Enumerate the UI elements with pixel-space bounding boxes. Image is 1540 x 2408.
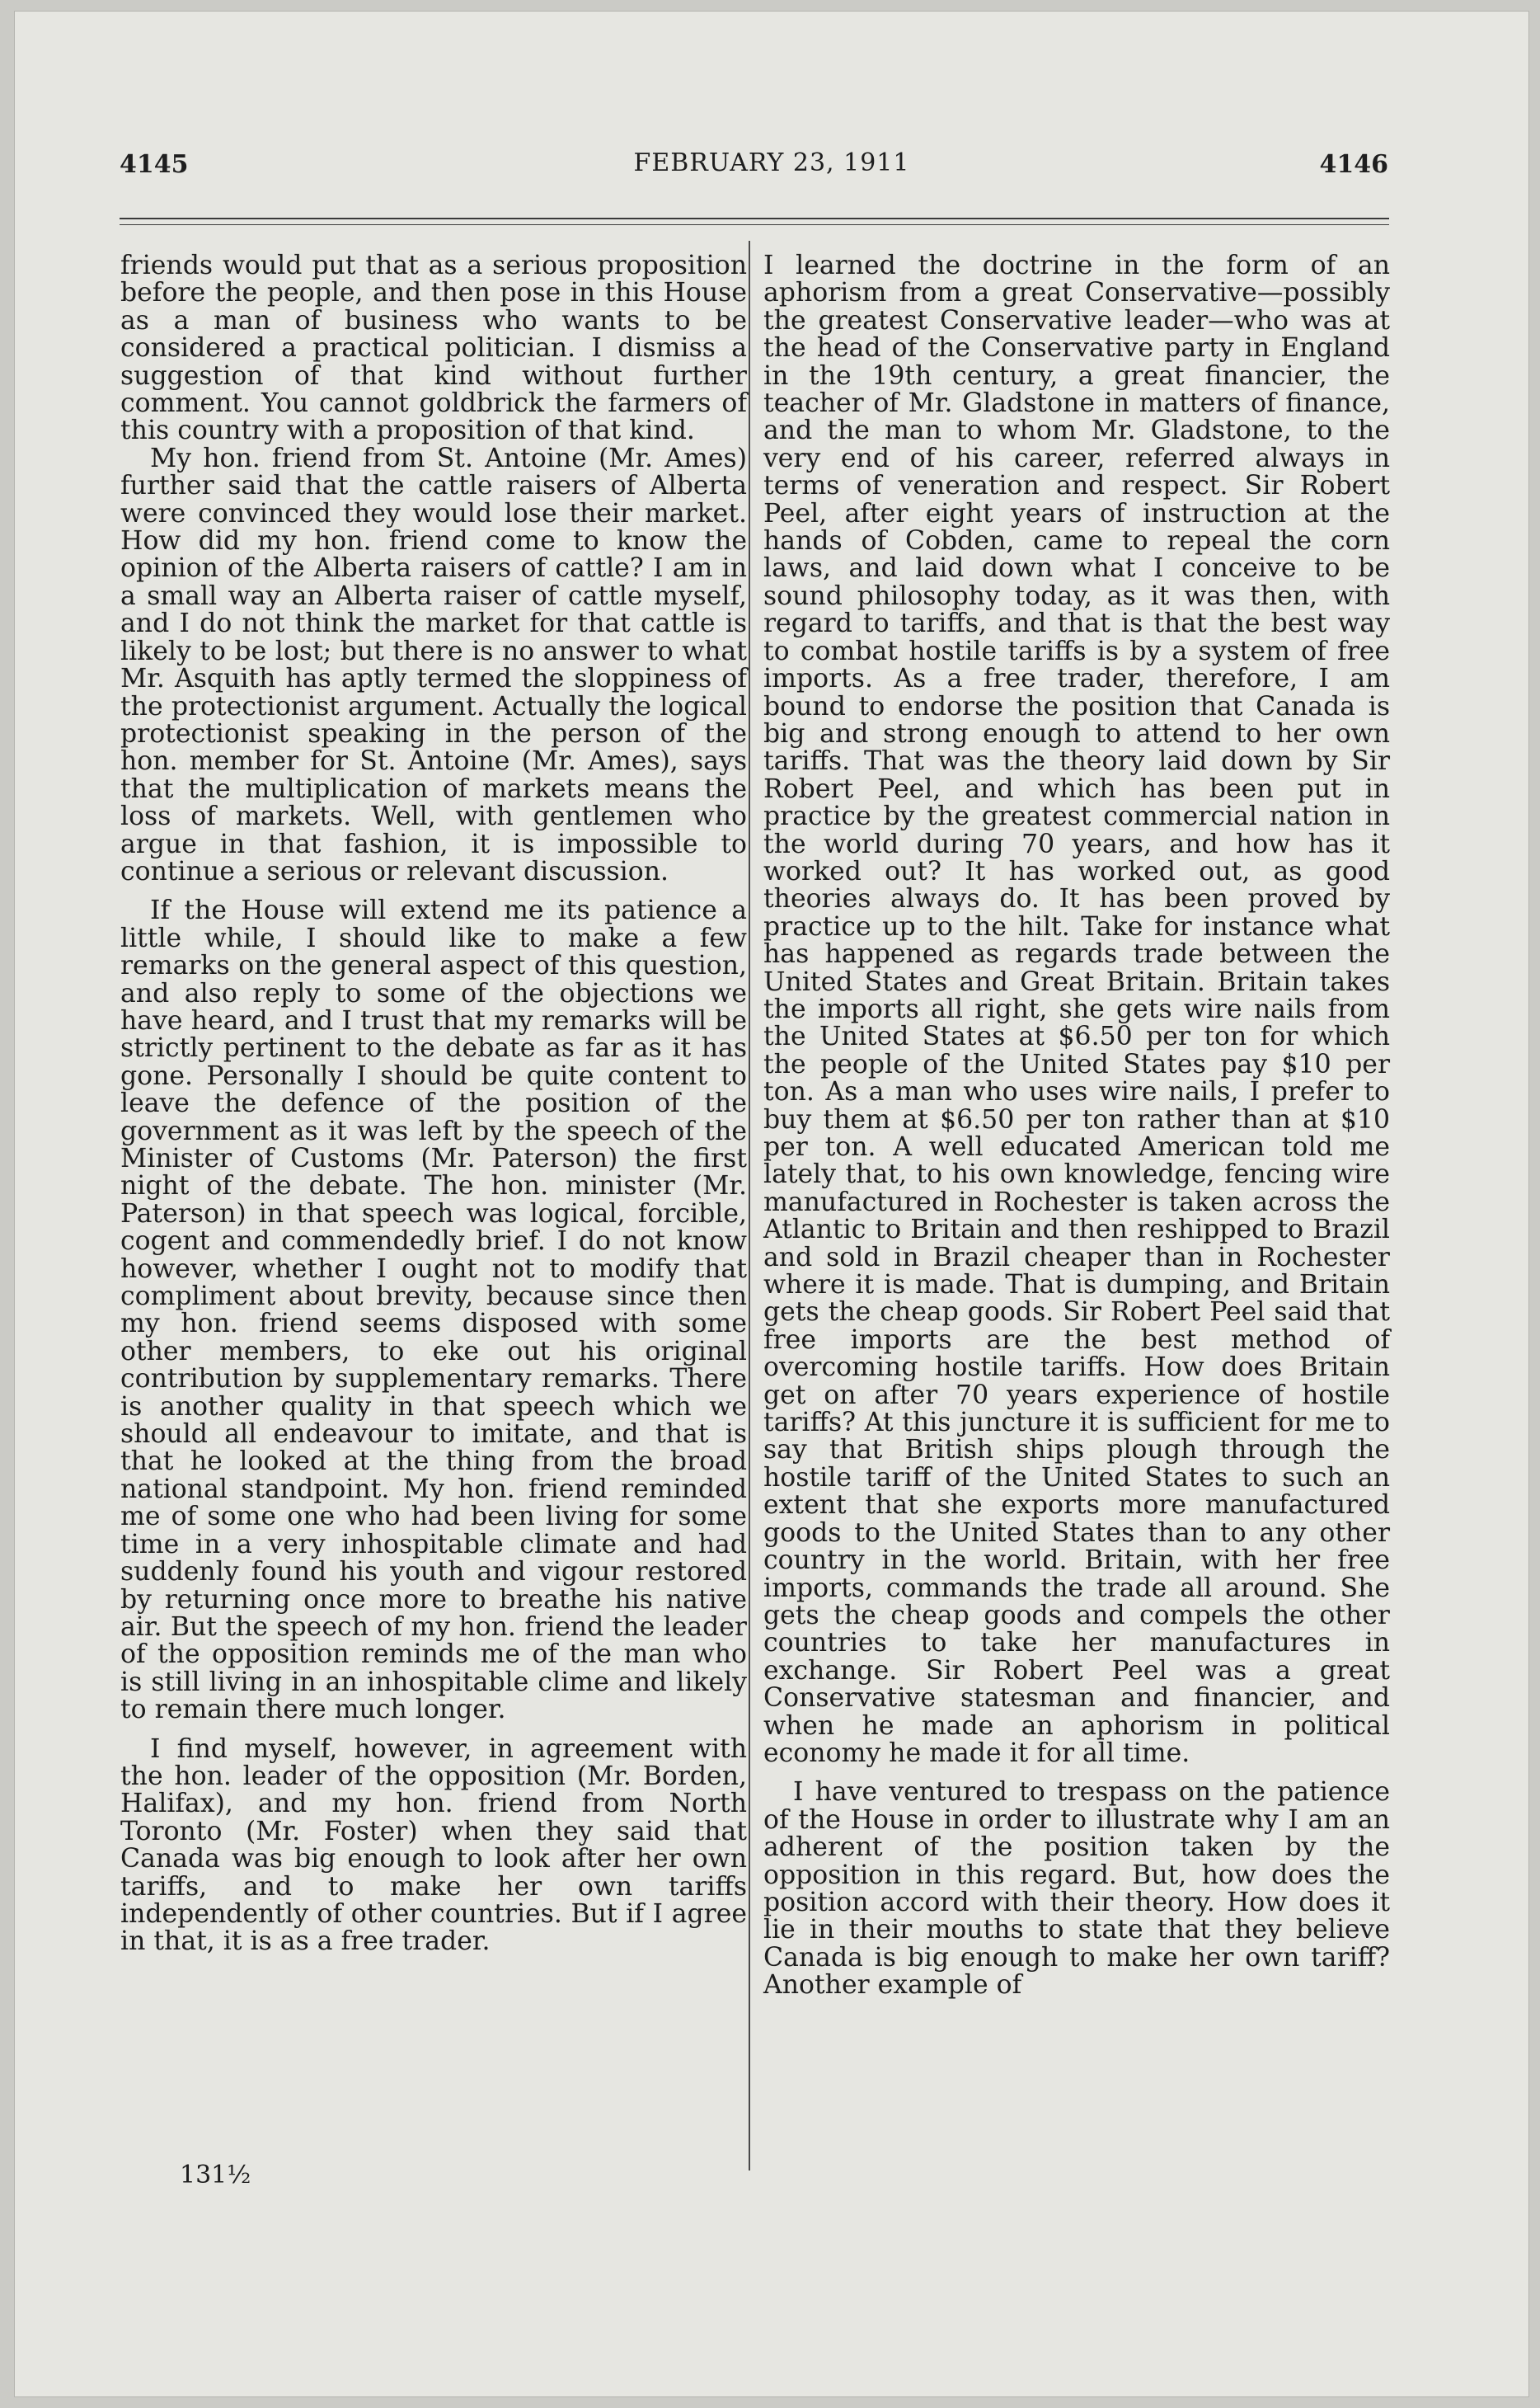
column-divider <box>749 241 750 2170</box>
paragraph: My hon. friend from St. Antoine (Mr. Ames) further said that the cattle raisers of Alberta were convinced they would lose their market. How did my hon. friend come to know the opinion of the Alberta raisers of cattle? I am in a small way an Alberta raiser of cattle myself, and I do not think the market for that cattle is likely to be lost; but there is no answer to what Mr. Asquith has aptly termed the sloppiness of the protectionist argument. Actually the logical protectionist speaking in the person of the hon. member for St. Antoine (Mr. Ames), says that the multiplication of markets means the loss of markets. Well, with gentlemen who argue in that fashion, it is impossible to continue a serious or relevant discussion. <box>120 443 747 887</box>
page <box>15 12 1528 2396</box>
signature-mark: 131½ <box>180 2161 251 2189</box>
left-page-number: 4145 <box>120 150 189 179</box>
header-rule-top <box>120 218 1389 219</box>
page-header <box>15 142 1528 191</box>
header-rule-bottom <box>120 224 1389 225</box>
paragraph: I find myself, however, in agreement with the hon. leader of the opposition (Mr. Borden, Halifax), and my hon. friend from North Toronto (Mr. Foster) when they said that Canada was big enough to look after her own tariffs, and to make her own tariffs independently of other countries. But if I agree in that, it is as a free trader. <box>120 1733 747 1957</box>
right-page-number: 4146 <box>1319 150 1388 179</box>
paragraph: I have ventured to trespass on the patience of the House in order to illustrate why I am an adherent of the position taken by the opposition in this regard. But, how does the position accord with their theory. How does it lie in their mouths to state that they believe Canada is big enough to make her own tariff? Another example of <box>763 1777 1390 2001</box>
paragraph: I learned the doctrine in the form of an aphorism from a great Conservative—possibly the greatest Conservative leader—who was at the head of the Conservative party in England in the 19th century, a great financier, the teacher of Mr. Gladstone in matters of finance, and the man to whom Mr. Gladstone, to the very end of his career, referred always in terms of veneration and respect. Sir Robert Peel, after eight years of instruction at the hands of Cobden, came to repeal the corn laws, and laid down what I conceive to be sound philosophy today, as it was then, with regard to tariffs, and that is that the best way to combat hostile tariffs is by a system of free imports. As a free trader, therefore, I am bound to endorse the position that Canada is big and strong enough to attend to her own tariffs. That was the theory laid down by Sir Robert Peel, and which has been put in practice by the greatest commercial nation in the world during 70 years, and how has it worked out? It has worked out, as good theories always do. It has been proved by practice up to the hilt. Take for instance what has happened as regards trade between the United States and Great Britain. Britain takes the imports all right, she gets wire nails from the United States at $6.50 per ton for which the people of the United States pay $10 per ton. As a man who uses wire nails, I prefer to buy them at $6.50 per ton rather than at $10 per ton. A well educated American told me lately that, to his own knowledge, fencing wire manufactured in Rochester is taken across the Atlantic to Britain and then reshipped to Brazil and sold in Brazil cheaper than in Rochester where it is made. That is dumping, and Britain gets the cheap goods. Sir Robert Peel said that free imports are the best method of overcoming hostile tariffs. How does Britain get on after 70 years experience of hostile tariffs? At this juncture it is sufficient for me to say that British ships plough through the hostile tariff of the United States to such an extent that she exports more manufactured goods to the United States than to any other country in the world. Britain, with her free imports, commands the trade all around. She gets the cheap goods and compels the other countries to take her manufactures in exchange. Sir Robert Peel was a great Conservative statesman and financier, and when he made an aphorism in political economy he made it for all time. <box>763 251 1390 1768</box>
paragraph: If the House will extend me its patience a little while, I should like to make a few remarks on the general aspect of this question, and also reply to some of the objections we have heard, and I trust that my remarks will be strictly pertinent to the debate as far as it has gone. Personally I should be quite content to leave the defence of the position of the government as it was left by the speech of the Minister of Customs (Mr. Paterson) the first night of the debate. The hon. minister (Mr. Paterson) in that speech was logical, forcible, cogent and commendedly brief. I do not know however, whether I ought not to modify that compliment about brevity, because since then my hon. friend seems disposed with some other members, to eke out his original contribution by supplementary remarks. There is another quality in that speech which we should all endeavour to imitate, and that is that he looked at the thing from the broad national standpoint. My hon. friend reminded me of some one who had been living for some time in a very inhospitable climate and had suddenly found his youth and vigour restored by returning once more to breathe his native air. But the speech of my hon. friend the leader of the opposition reminds me of the man who is still living in an inhospitable clime and likely to remain there much longer. <box>120 896 747 1725</box>
left-column <box>120 252 747 1956</box>
right-column <box>763 252 1390 2000</box>
paragraph: friends would put that as a serious proposition before the people, and then pose in this House as a man of business who wants to be considered a practical politician. I dismiss a suggestion of that kind without further comment. You cannot goldbrick the farmers of this country with a proposition of that kind. <box>120 251 747 446</box>
page-date: FEBRUARY 23, 1911 <box>633 148 910 177</box>
